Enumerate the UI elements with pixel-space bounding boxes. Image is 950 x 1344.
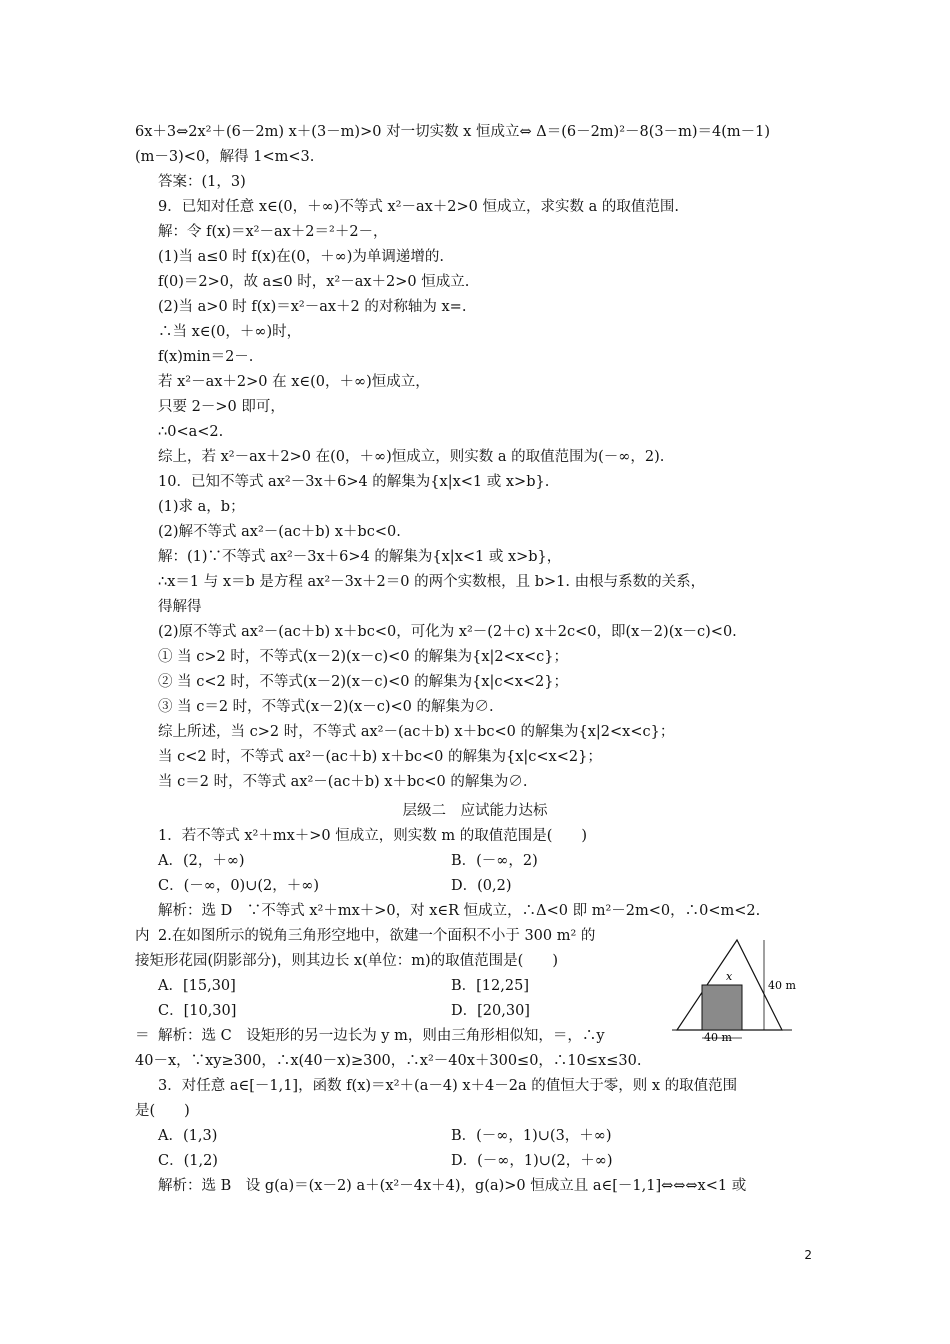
page-number: 2 — [804, 1248, 812, 1262]
text-line: 解：(1)∵不等式 ax²－3x＋6>4 的解集为{x|x<1 或 x>b}， — [158, 549, 562, 565]
q1-analysis: 解析：选 D ∵不等式 x²＋mx＋>0，对 x∈R 恒成立，∴Δ<0 即 m²－2m<0，∴0<m<2. — [158, 903, 761, 919]
q3-option-a: A．(1,3) — [158, 1128, 218, 1144]
q2-option-b: B．[12,25] — [451, 978, 529, 994]
q3-option-c: C．(1,2) — [158, 1153, 218, 1169]
q3-stem-line1: 3．对任意 a∈[－1,1]，函数 f(x)＝x²＋(a－4) x＋4－2a 的值恒大于零，则 x 的取值范围 — [158, 1078, 738, 1094]
q2-analysis-tail: ＝ — [135, 1028, 150, 1044]
text-line: 解：令 f(x)＝x²－ax＋2＝²＋2－， — [158, 224, 388, 240]
question-10: 10．已知不等式 ax²－3x＋6>4 的解集为{x|x<1 或 x>b}. — [158, 474, 550, 490]
text-line: ① 当 c>2 时，不等式(x－2)(x－c)<0 的解集为{x|2<x<c}； — [158, 649, 568, 665]
x-label: x — [726, 970, 733, 983]
q1-option-a: A．(2，＋∞) — [158, 853, 245, 869]
q1-stem: 1．若不等式 x²＋mx＋>0 恒成立，则实数 m 的取值范围是( ) — [158, 828, 588, 844]
text-line: 当 c<2 时，不等式 ax²－(ac＋b) x＋bc<0 的解集为{x|c<x<2}； — [158, 749, 602, 765]
text-line: (m－3)<0，解得 1<m<3. — [135, 149, 315, 165]
text-line: ③ 当 c＝2 时，不等式(x－2)(x－c)<0 的解集为∅. — [158, 699, 494, 715]
q2-stem-line2: 接矩形花园(阴影部分)，则其边长 x(单位：m)的取值范围是( ) — [135, 953, 558, 969]
triangle-figure — [672, 935, 802, 1043]
text-line: 综上，若 x²－ax＋2>0 在(0，＋∞)恒成立，则实数 a 的取值范围为(－∞，2). — [158, 449, 665, 465]
q2-option-a: A．[15,30] — [158, 978, 236, 994]
text-line: 只要 2－>0 即可， — [158, 399, 285, 415]
text-line: (2)当 a>0 时 f(x)＝x²－ax＋2 的对称轴为 x=. — [158, 299, 467, 315]
text-line: f(x)min＝2－. — [158, 349, 254, 365]
text-line: (2)解不等式 ax²－(ac＋b) x＋bc<0. — [158, 524, 401, 540]
q1-option-b: B．(－∞，2) — [451, 853, 538, 869]
text-line: (1)求 a，b； — [158, 499, 245, 515]
q2-option-d: D．[20,30] — [451, 1003, 530, 1019]
base-label: 40 m — [704, 1031, 732, 1043]
q2-stem-tail: 内 — [135, 928, 150, 944]
q3-analysis: 解析：选 B 设 g(a)＝(x－2) a＋(x²－4x＋4)，g(a)>0 恒成立且 a∈[－1,1]⇔⇔⇔x<1 或 — [158, 1178, 747, 1194]
text-line: (1)当 a≤0 时 f(x)在(0，＋∞)为单调递增的. — [158, 249, 444, 265]
question-9: 9．已知对任意 x∈(0，＋∞)不等式 x²－ax＋2>0 恒成立，求实数 a 的取值范围. — [158, 199, 679, 215]
q3-option-b: B．(－∞，1)∪(3，＋∞) — [451, 1128, 612, 1144]
section-title: 层级二 应试能力达标 — [402, 803, 548, 819]
text-line: ∴当 x∈(0，＋∞)时， — [158, 324, 302, 340]
side-label: 40 m — [768, 979, 796, 992]
q1-option-d: D．(0,2) — [451, 878, 512, 894]
q1-option-c: C．(－∞，0)∪(2，＋∞) — [158, 878, 319, 894]
text-line: ∴x＝1 与 x＝b 是方程 ax²－3x＋2＝0 的两个实数根，且 b>1. 由根与系数的关系， — [158, 574, 706, 590]
answer-line: 答案：(1，3) — [158, 174, 246, 190]
text-line: ② 当 c<2 时，不等式(x－2)(x－c)<0 的解集为{x|c<x<2}； — [158, 674, 568, 690]
q2-stem-line1: 2.在如图所示的锐角三角形空地中，欲建一个面积不小于 300 m² 的 — [158, 928, 596, 944]
q2-analysis-line1: 解析：选 C 设矩形的另一边长为 y m，则由三角形相似知，＝，∴y — [158, 1028, 605, 1044]
q3-stem-line2: 是( ) — [135, 1103, 190, 1119]
q3-option-d: D．(－∞，1)∪(2，＋∞) — [451, 1153, 613, 1169]
q2-option-c: C．[10,30] — [158, 1003, 237, 1019]
q2-analysis-line2: 40－x，∵xy≥300，∴x(40－x)≥300，∴x²－40x＋300≤0，∴10≤x≤30. — [135, 1053, 642, 1069]
shaded-rectangle — [702, 985, 742, 1030]
text-line: f(0)＝2>0，故 a≤0 时，x²－ax＋2>0 恒成立. — [158, 274, 470, 290]
text-line: ∴0<a<2. — [158, 424, 224, 440]
text-line: 综上所述，当 c>2 时，不等式 ax²－(ac＋b) x＋bc<0 的解集为{x|2<x<c}； — [158, 724, 675, 740]
text-line: 当 c＝2 时，不等式 ax²－(ac＋b) x＋bc<0 的解集为∅. — [158, 774, 528, 790]
text-line: 若 x²－ax＋2>0 在 x∈(0，＋∞)恒成立， — [158, 374, 430, 390]
text-line: 得解得 — [158, 599, 202, 615]
text-line: (2)原不等式 ax²－(ac＋b) x＋bc<0，可化为 x²－(2＋c) x＋2c<0，即(x－2)(x－c)<0. — [158, 624, 737, 640]
text-line: 6x＋3⇔2x²＋(6－2m) x＋(3－m)>0 对一切实数 x 恒成立⇔ Δ＝(6－2m)²－8(3－m)＝4(m－1) — [135, 124, 771, 140]
